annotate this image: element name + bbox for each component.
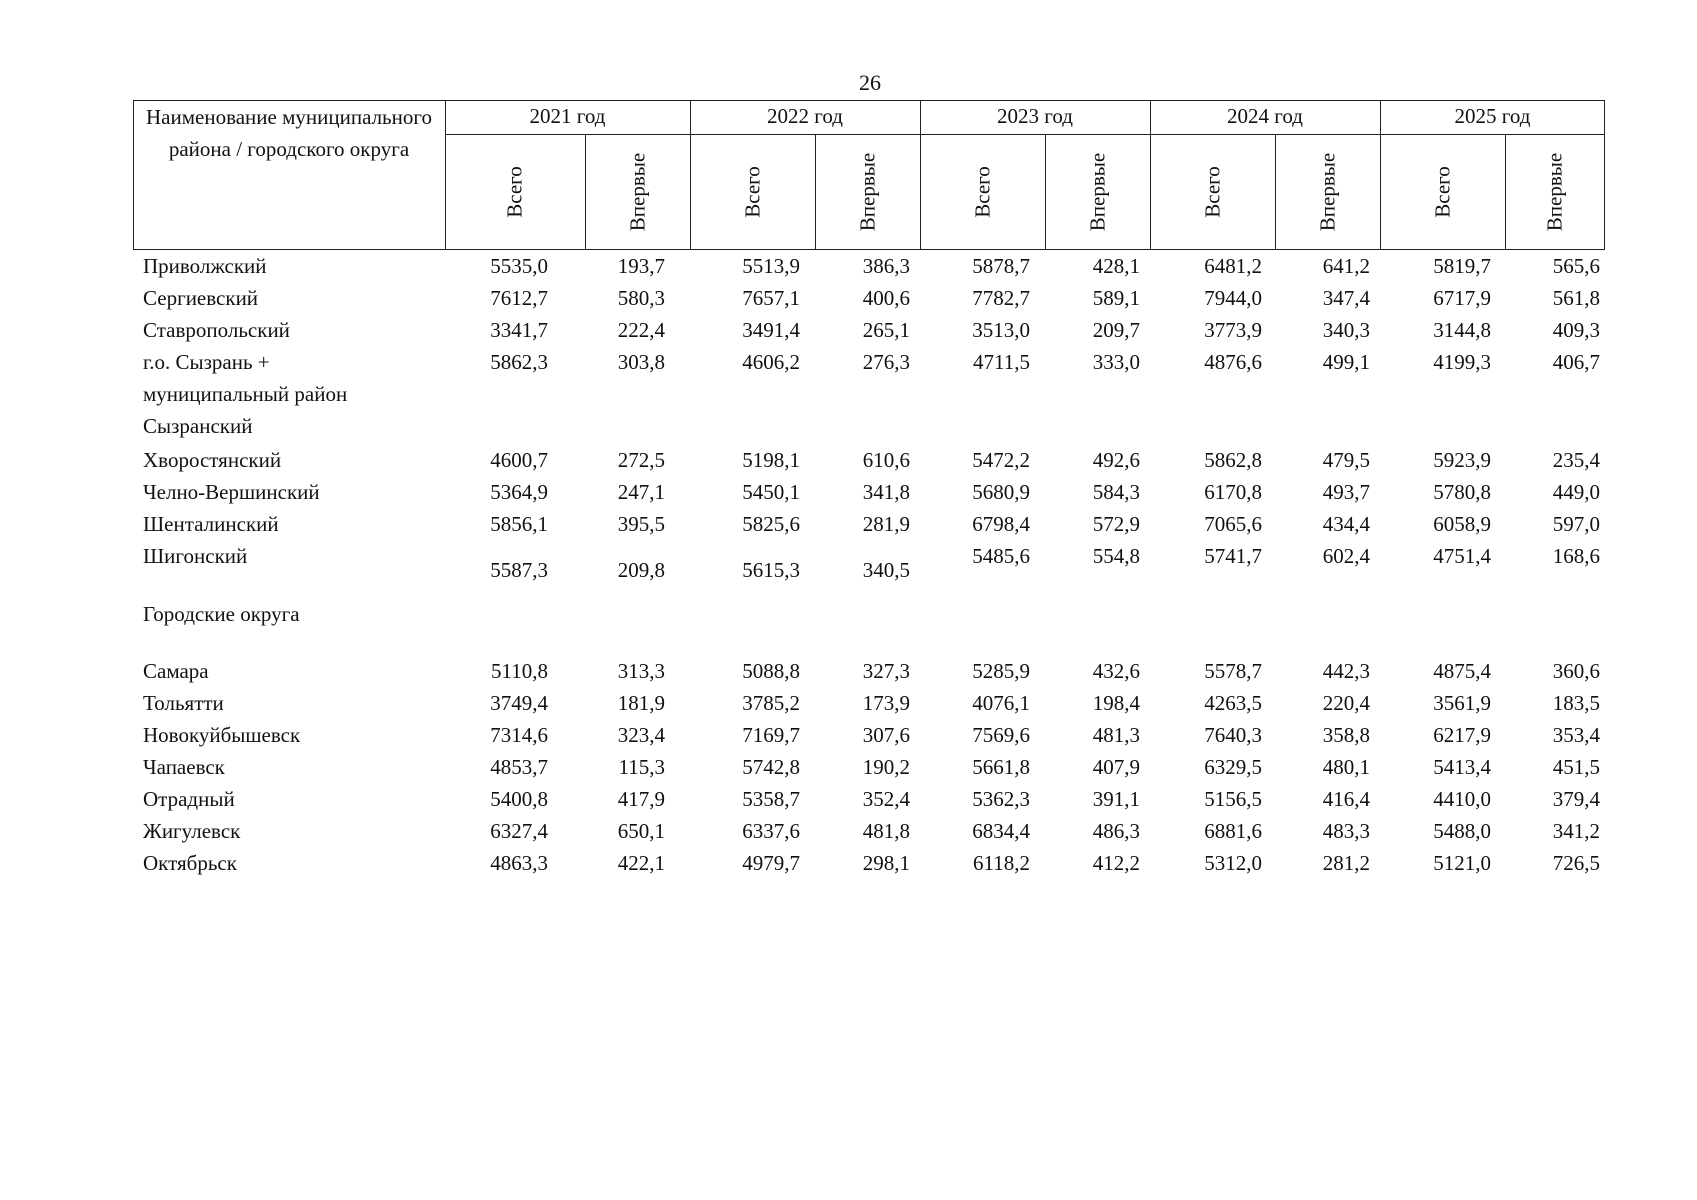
city-row-value: 358,8 xyxy=(1322,723,1370,747)
city-row-value: 5285,9 xyxy=(972,659,1030,683)
table-row-label: Сергиевский xyxy=(143,286,259,310)
section-title-city-districts: Городские округа xyxy=(143,602,300,626)
table-row-value: 4876,6 xyxy=(1204,350,1262,374)
table-row-value: 168,6 xyxy=(1552,544,1600,568)
table-row-value: 5780,8 xyxy=(1433,480,1491,504)
city-row-value: 6881,6 xyxy=(1204,819,1262,843)
year-header: 2023 год xyxy=(997,104,1073,128)
city-row-value: 327,3 xyxy=(862,659,910,683)
city-row-value: 4076,1 xyxy=(972,691,1030,715)
table-row-value: 193,7 xyxy=(617,254,665,278)
city-row-label: Самара xyxy=(143,659,209,683)
city-row-value: 307,6 xyxy=(862,723,910,747)
header-sub-border xyxy=(1275,134,1276,250)
table-row-value: 561,8 xyxy=(1552,286,1600,310)
table-row-value: 641,2 xyxy=(1322,254,1370,278)
table-row-value: 584,3 xyxy=(1092,480,1140,504)
table-row-value: 4751,4 xyxy=(1433,544,1491,568)
city-row-label: Тольятти xyxy=(143,691,224,715)
table-row-value: 5819,7 xyxy=(1433,254,1491,278)
header-sub-border xyxy=(1505,134,1506,250)
table-row-value: 281,9 xyxy=(862,512,910,536)
city-row-value: 481,3 xyxy=(1092,723,1140,747)
year-header: 2025 год xyxy=(1454,104,1531,128)
table-row-value: 272,5 xyxy=(617,448,665,472)
table-row-value: 499,1 xyxy=(1322,350,1370,374)
city-row-value: 5156,5 xyxy=(1204,787,1262,811)
city-row-value: 5362,3 xyxy=(972,787,1030,811)
year-header: 2021 год xyxy=(529,104,606,128)
city-row-value: 412,2 xyxy=(1092,851,1140,875)
table-row-value: 7612,7 xyxy=(490,286,548,310)
city-row-value: 4410,0 xyxy=(1433,787,1491,811)
table-row-value: 209,7 xyxy=(1092,318,1140,342)
table-row-value: 209,8 xyxy=(617,558,665,582)
city-row-value: 173,9 xyxy=(862,691,910,715)
city-row-value: 422,1 xyxy=(617,851,665,875)
table-row-value: 265,1 xyxy=(862,318,910,342)
city-row-value: 6337,6 xyxy=(742,819,800,843)
city-row-value: 481,8 xyxy=(862,819,910,843)
year-header: 2022 год xyxy=(767,104,843,128)
city-row-value: 198,4 xyxy=(1092,691,1140,715)
city-row-value: 4263,5 xyxy=(1204,691,1262,715)
table-row-value: 554,8 xyxy=(1092,544,1140,568)
table-row-value: 7657,1 xyxy=(742,286,800,310)
city-row-value: 5400,8 xyxy=(490,787,548,811)
city-row-value: 183,5 xyxy=(1552,691,1600,715)
city-row-value: 480,1 xyxy=(1322,755,1370,779)
table-row-value: 479,5 xyxy=(1322,448,1370,472)
subheader-first: Впервые xyxy=(1315,152,1339,232)
table-row-value: 333,0 xyxy=(1092,350,1140,374)
table-row-value: 386,3 xyxy=(862,254,910,278)
city-row-value: 5121,0 xyxy=(1433,851,1491,875)
city-row-value: 407,9 xyxy=(1092,755,1140,779)
city-row-value: 3749,4 xyxy=(490,691,548,715)
table-row-label: Шигонский xyxy=(143,544,248,568)
table-row-label: г.о. Сызрань + муниципальный район Сызранский xyxy=(143,350,348,438)
table-row-label: Ставропольский xyxy=(143,318,290,342)
name-column-header: Наименование муниципального района / городского округа xyxy=(146,105,432,161)
city-row-value: 6329,5 xyxy=(1204,755,1262,779)
city-row-value: 115,3 xyxy=(618,755,665,779)
table-row-value: 3144,8 xyxy=(1433,318,1491,342)
table-row-value: 340,3 xyxy=(1322,318,1370,342)
subheader-first: Впервые xyxy=(625,152,649,232)
header-sub-border xyxy=(585,134,586,250)
table-row-value: 4600,7 xyxy=(490,448,548,472)
city-row-value: 190,2 xyxy=(862,755,910,779)
table-row-value: 303,8 xyxy=(617,350,665,374)
city-row-value: 181,9 xyxy=(617,691,665,715)
table-row-value: 7782,7 xyxy=(972,286,1030,310)
table-row-value: 4711,5 xyxy=(973,350,1030,374)
city-row-value: 391,1 xyxy=(1092,787,1140,811)
city-row-value: 353,4 xyxy=(1552,723,1600,747)
table-row-value: 222,4 xyxy=(617,318,665,342)
city-row-value: 7314,6 xyxy=(490,723,548,747)
table-row-value: 572,9 xyxy=(1092,512,1140,536)
city-row-value: 5358,7 xyxy=(742,787,800,811)
city-row-value: 220,4 xyxy=(1322,691,1370,715)
city-row-label: Отрадный xyxy=(143,787,235,811)
table-row-value: 4199,3 xyxy=(1433,350,1491,374)
city-row-label: Чапаевск xyxy=(143,755,225,779)
table-row-value: 610,6 xyxy=(862,448,910,472)
table-row-value: 7065,6 xyxy=(1204,512,1262,536)
city-row-value: 650,1 xyxy=(617,819,665,843)
city-row-value: 417,9 xyxy=(617,787,665,811)
city-row-value: 5578,7 xyxy=(1204,659,1262,683)
table-row-value: 341,8 xyxy=(862,480,910,504)
subheader-total: Всего xyxy=(1430,166,1454,218)
city-row-value: 7569,6 xyxy=(972,723,1030,747)
subheader-total: Всего xyxy=(740,166,764,218)
city-row-value: 6217,9 xyxy=(1433,723,1491,747)
city-row-value: 313,3 xyxy=(617,659,665,683)
city-row-value: 281,2 xyxy=(1322,851,1370,875)
table-row-label: Хворостянский xyxy=(143,448,282,472)
city-row-value: 298,1 xyxy=(862,851,910,875)
table-row-label: Челно-Вершинский xyxy=(143,480,320,504)
table-row-value: 492,6 xyxy=(1092,448,1140,472)
city-row-value: 726,5 xyxy=(1552,851,1600,875)
table-row-value: 400,6 xyxy=(862,286,910,310)
table-row-value: 5680,9 xyxy=(972,480,1030,504)
table-row-value: 5535,0 xyxy=(490,254,548,278)
table-row-value: 5615,3 xyxy=(742,558,800,582)
city-row-value: 5661,8 xyxy=(972,755,1030,779)
city-row-value: 7169,7 xyxy=(742,723,800,747)
table-row-value: 3341,7 xyxy=(490,318,548,342)
city-row-value: 5413,4 xyxy=(1433,755,1491,779)
city-row-value: 4853,7 xyxy=(490,755,548,779)
table-row-value: 235,4 xyxy=(1552,448,1600,472)
subheader-first: Впервые xyxy=(855,152,879,232)
city-row-value: 3785,2 xyxy=(742,691,800,715)
table-row-value: 602,4 xyxy=(1322,544,1370,568)
city-row-value: 483,3 xyxy=(1322,819,1370,843)
city-row-value: 7640,3 xyxy=(1204,723,1262,747)
table-row-value: 434,4 xyxy=(1322,512,1370,536)
city-row-value: 352,4 xyxy=(862,787,910,811)
table-row-value: 5587,3 xyxy=(490,558,548,582)
city-row-value: 4979,7 xyxy=(742,851,800,875)
city-row-value: 5488,0 xyxy=(1433,819,1491,843)
table-row-value: 5485,6 xyxy=(972,544,1030,568)
city-row-value: 5742,8 xyxy=(742,755,800,779)
table-row-value: 5741,7 xyxy=(1204,544,1262,568)
city-row-label: Жигулевск xyxy=(143,819,241,843)
table-row-value: 5364,9 xyxy=(490,480,548,504)
city-row-value: 323,4 xyxy=(617,723,665,747)
city-row-value: 341,2 xyxy=(1552,819,1600,843)
table-row-value: 5472,2 xyxy=(972,448,1030,472)
subheader-first: Впервые xyxy=(1542,152,1567,232)
table-row-value: 3491,4 xyxy=(742,318,800,342)
table-row-value: 449,0 xyxy=(1552,480,1600,504)
city-row-value: 379,4 xyxy=(1552,787,1600,811)
city-row-value: 6834,4 xyxy=(972,819,1030,843)
table-row-value: 6798,4 xyxy=(972,512,1030,536)
city-row-value: 360,6 xyxy=(1552,659,1600,683)
table-row-value: 5862,3 xyxy=(490,350,548,374)
table-row-value: 5450,1 xyxy=(742,480,800,504)
table-row-value: 565,6 xyxy=(1552,254,1600,278)
table-row-value: 597,0 xyxy=(1552,512,1600,536)
table-row-value: 347,4 xyxy=(1322,286,1370,310)
table-row-value: 5856,1 xyxy=(490,512,548,536)
city-row-value: 416,4 xyxy=(1322,787,1370,811)
table-row-value: 406,7 xyxy=(1552,350,1600,374)
city-row-value: 432,6 xyxy=(1092,659,1140,683)
table-row-value: 395,5 xyxy=(617,512,665,536)
city-row-value: 486,3 xyxy=(1092,819,1140,843)
city-row-value: 6327,4 xyxy=(490,819,548,843)
table-row-label: Шенталинский xyxy=(143,512,279,536)
subheader-total: Всего xyxy=(1200,166,1224,218)
table-row-value: 340,5 xyxy=(862,558,910,582)
city-row-value: 3561,9 xyxy=(1433,691,1491,715)
table-row-value: 3773,9 xyxy=(1204,318,1262,342)
table-row-value: 5923,9 xyxy=(1433,448,1491,472)
table-row-value: 5878,7 xyxy=(972,254,1030,278)
table-row-value: 409,3 xyxy=(1552,318,1600,342)
table-row-value: 3513,0 xyxy=(972,318,1030,342)
page-number: 26 xyxy=(859,70,881,95)
city-row-value: 5088,8 xyxy=(742,659,800,683)
header-sub-border xyxy=(815,134,816,250)
table-row-value: 6170,8 xyxy=(1204,480,1262,504)
table-row-value: 5198,1 xyxy=(742,448,800,472)
city-row-value: 5312,0 xyxy=(1204,851,1262,875)
city-row-value: 442,3 xyxy=(1322,659,1370,683)
table-row-value: 580,3 xyxy=(617,286,665,310)
city-row-label: Новокуйбышевск xyxy=(143,723,301,747)
subheader-total: Всего xyxy=(502,166,527,218)
table-row-value: 6717,9 xyxy=(1433,286,1491,310)
table-row-value: 589,1 xyxy=(1092,286,1140,310)
city-row-value: 5110,8 xyxy=(491,659,548,683)
table-row-value: 5825,6 xyxy=(742,512,800,536)
table-row-value: 7944,0 xyxy=(1204,286,1262,310)
subheader-total: Всего xyxy=(970,166,994,218)
header-year-divider xyxy=(445,134,1605,135)
table-row-label: Приволжский xyxy=(143,254,267,278)
table-row-value: 247,1 xyxy=(617,480,665,504)
header-sub-border xyxy=(1045,134,1046,250)
city-row-label: Октябрьск xyxy=(143,851,237,875)
table-row-value: 6481,2 xyxy=(1204,254,1262,278)
city-row-value: 4863,3 xyxy=(490,851,548,875)
table-row-value: 6058,9 xyxy=(1433,512,1491,536)
table-row-value: 5513,9 xyxy=(742,254,800,278)
city-row-value: 4875,4 xyxy=(1433,659,1491,683)
table-row-value: 428,1 xyxy=(1092,254,1140,278)
city-row-value: 6118,2 xyxy=(973,851,1030,875)
table-row-value: 276,3 xyxy=(862,350,910,374)
table-row-value: 493,7 xyxy=(1322,480,1370,504)
table-row-value: 5862,8 xyxy=(1204,448,1262,472)
year-header: 2024 год xyxy=(1227,104,1303,128)
subheader-first: Впервые xyxy=(1085,152,1109,232)
table-row-value: 4606,2 xyxy=(742,350,800,374)
city-row-value: 451,5 xyxy=(1552,755,1600,779)
